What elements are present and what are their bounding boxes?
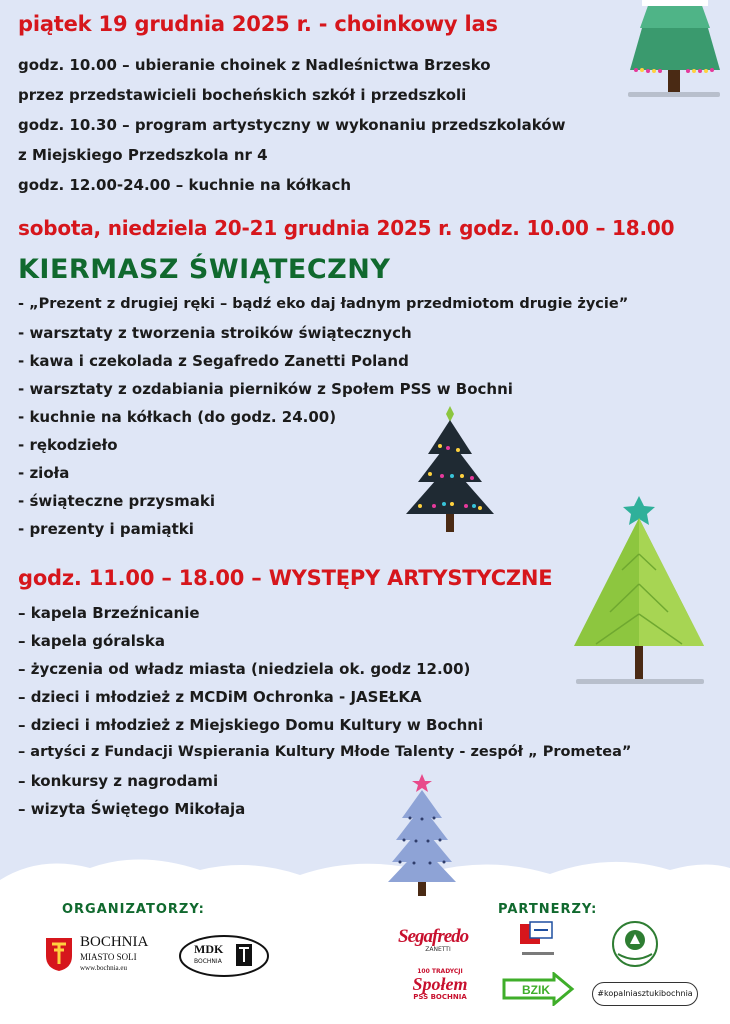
performance-item: – artyści z Fundacji Wspierania Kultury Młode Talenty - zespół „ Prometea” [18,744,632,760]
blue-tree-icon [386,772,458,898]
performance-item: – życzenia od władz miasta (niedziela ok. godz 12.00) [18,660,471,678]
bochnia-title: BOCHNIA [80,934,149,950]
bzik-logo-icon [500,972,576,1006]
organizers-label: ORGANIZATORZY: [62,902,205,917]
section3-heading: godz. 11.00 – 18.00 – WYSTĘPY ARTYSTYCZNE [18,566,553,590]
mdk-sub: BOCHNIA [194,958,222,965]
segafredo-sub: ZANETTI [425,946,451,953]
bochnia-sub: MIASTO SOLI [80,952,137,962]
performance-item: – wizyta Świętego Mikołaja [18,800,246,818]
kiermasz-title: KIERMASZ ŚWIĄTECZNY [18,254,391,285]
performance-item: – kapela Brzeźnicanie [18,604,200,622]
section1-heading: piątek 19 grudnia 2025 r. - choinkowy las [18,12,498,36]
kiermasz-item: - kawa i czekolada z Segafredo Zanetti Poland [18,352,409,370]
section1-line: godz. 10.00 – ubieranie choinek z Nadleśnictwa Brzesko [18,56,491,74]
teal-tree-icon [620,0,730,100]
bochnia-url: www.bochnia.eu [80,964,127,972]
forestry-logo-icon [608,920,662,968]
svg-text:BZIK: BZIK [522,983,550,997]
segafredo-logo [398,926,478,962]
section2-heading: sobota, niedziela 20-21 grudnia 2025 r. godz. 10.00 – 18.00 [18,216,675,240]
section1-line: godz. 10.30 – program artystyczny w wykonaniu przedszkolaków [18,116,566,134]
spolem-sub: PSS BOCHNIA [413,993,467,1001]
mdk-logo [178,934,270,978]
hashtag-badge: #kopalniasztukibochnia [592,982,698,1006]
kiermasz-item: - warsztaty z ozdabiania pierników z Społem PSS w Bochni [18,380,513,398]
kiermasz-item: - „Prezent z drugiej ręki – bądź eko daj ładnym przedmiotom drugie życie” [18,296,629,312]
bochnia-logo [44,934,164,978]
dark-tree-icon [400,402,500,534]
performance-item: – dzieci i młodzież z MCDiM Ochronka - JASEŁKA [18,688,422,706]
solny-logo-icon [516,920,560,960]
performance-item: – konkursy z nagrodami [18,772,219,790]
spolem-top: 100 TRADYCJI [417,968,463,975]
spolem-text: Społem [412,974,468,994]
kiermasz-item: - prezenty i pamiątki [18,520,194,538]
mdk-oval-icon [178,934,270,978]
kiermasz-item: - zioła [18,464,70,482]
mdk-text: MDK [194,942,224,956]
performance-item: – dzieci i młodzież z Miejskiego Domu Kultury w Bochni [18,716,484,734]
kiermasz-item: - rękodzieło [18,436,118,454]
section1-line: przez przedstawicieli bocheńskich szkół i przedszkoli [18,86,467,104]
kiermasz-item: - świąteczne przysmaki [18,492,215,510]
kiermasz-item: - kuchnie na kółkach (do godz. 24.00) [18,408,337,426]
spolem-logo [398,968,482,1012]
segafredo-text: Segafredo [398,926,469,947]
bochnia-crest-icon [44,936,74,972]
partners-label: PARTNERZY: [498,902,598,917]
section1-line: z Miejskiego Przedszkola nr 4 [18,146,268,164]
section1-line: godz. 12.00-24.00 – kuchnie na kółkach [18,176,352,194]
performance-item: – kapela góralska [18,632,165,650]
kiermasz-item: - warsztaty z tworzenia stroików świątecznych [18,324,412,342]
lime-tree-icon [572,494,708,686]
